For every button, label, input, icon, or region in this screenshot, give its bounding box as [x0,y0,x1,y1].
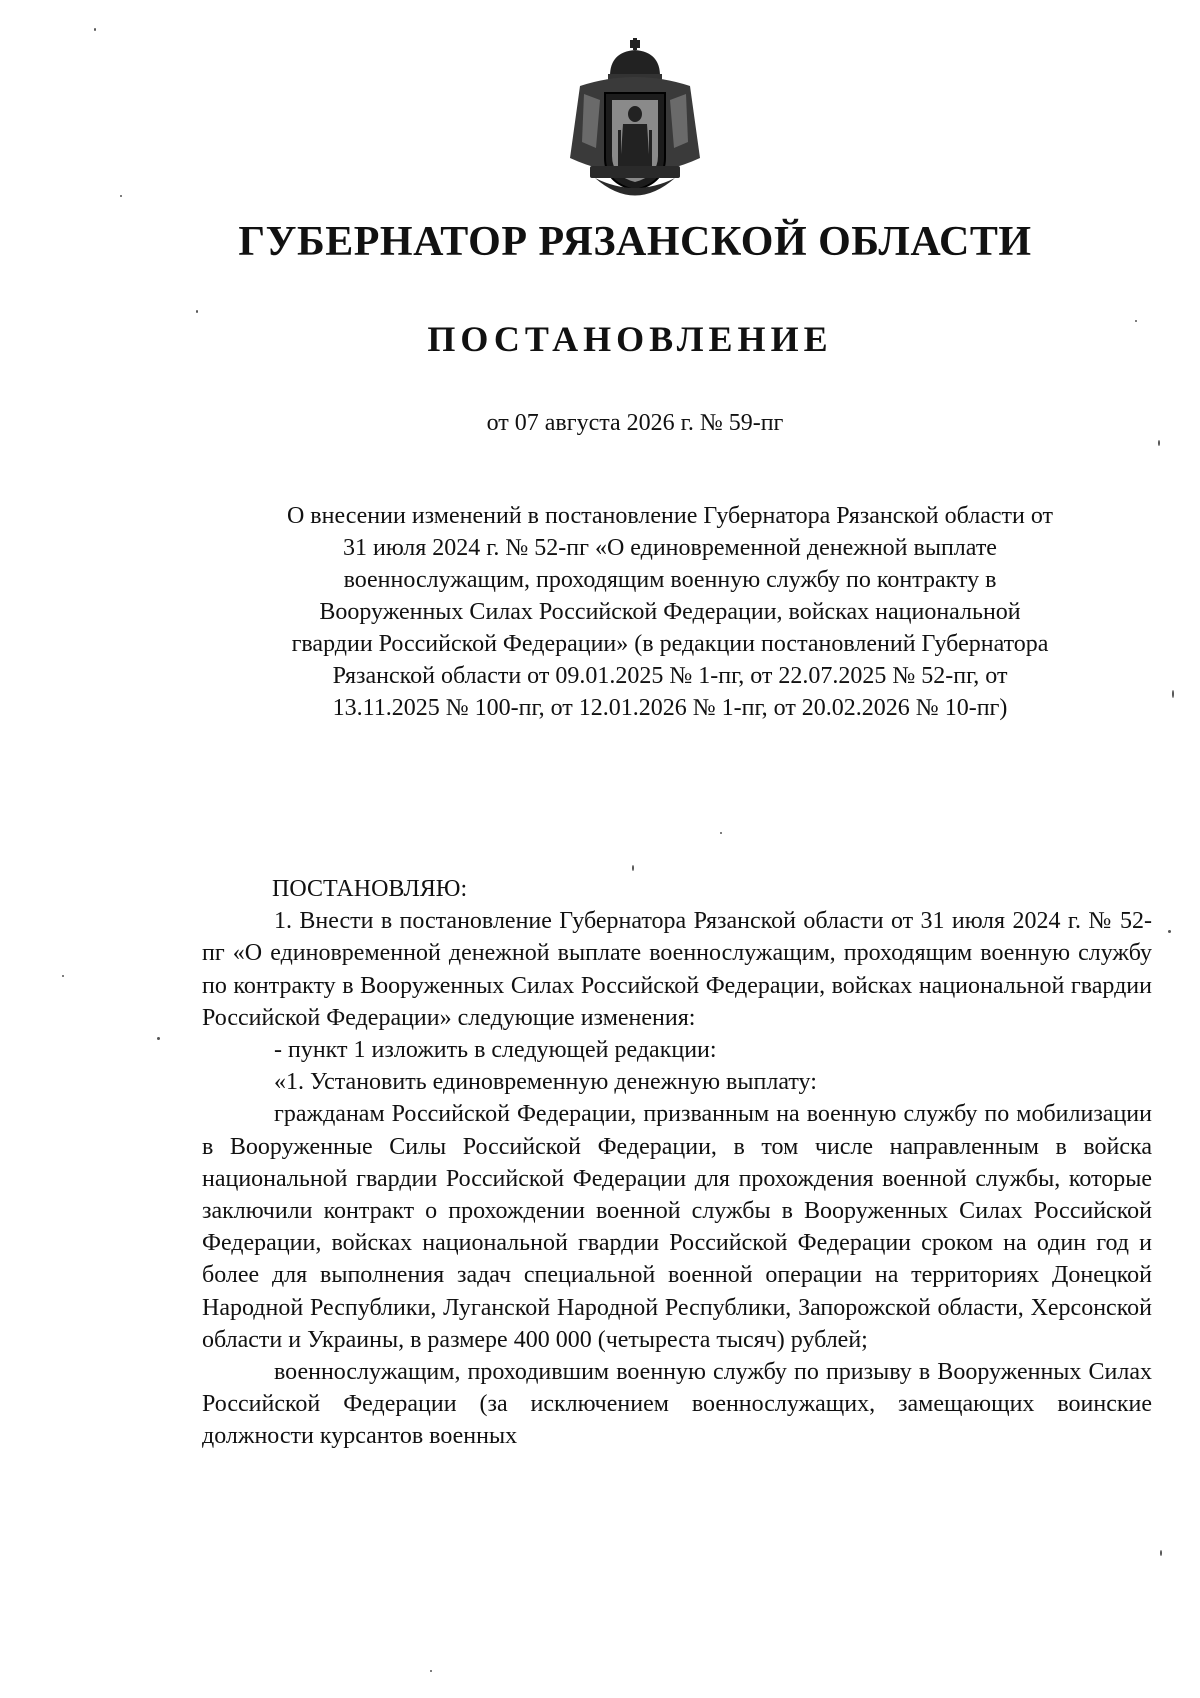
issuer-title: ГУБЕРНАТОР РЯЗАНСКОЙ ОБЛАСТИ [238,219,1032,265]
document-type: ПОСТАНОВЛЕНИЕ [427,319,833,359]
scan-speck [1168,930,1171,933]
scan-speck [120,195,122,197]
body-paragraph: - пункт 1 изложить в следующей редакции: [274,1037,717,1064]
scan-speck [196,310,198,313]
scan-speck [62,975,64,977]
decree-heading: ПОСТАНОВЛЯЮ: [272,876,468,902]
scan-speck [430,1670,432,1672]
scan-speck [1160,1550,1162,1556]
body-paragraph: «1. Установить единовременную денежную выплату: [274,1069,817,1096]
document-subject: О внесении изменений в постановление Губернатора Рязанской области от 31 июля 2024 г. № 52-пг «О единовременной денежной выплате военнослужащим, проходящим военную службу по контракту в Вооруженных Силах Российской Федерации, войсках национальной гвардии Российской Федерации» (в редакции постановлений Губернатора Рязанской области от 09.01.2025 № 1-пг, от 22.07.2025 № 52-пг, от 13.11.2025 № 100-пг, от 12.01.2026 № 1-пг, от 20.02.2026 № 10-пг) [286,503,1054,721]
scan-speck [720,832,722,834]
scan-speck [1172,690,1174,698]
scan-speck [157,1037,160,1040]
document-date-number: от 07 августа 2026 г. № 59-пг [486,410,784,436]
coat-of-arms-icon [560,38,710,218]
scan-speck [632,865,634,871]
body-paragraph: военнослужащим, проходившим военную службу по призыву в Вооруженных Силах Российской Федерации (за исключением военнослужащих, замещающих воинские должности курсантов военных [202,1359,1152,1450]
scan-speck [1158,440,1160,446]
document-body [202,873,1152,1453]
body-paragraph: гражданам Российской Федерации, призванным на военную службу по мобилизации в Вооруженные Силы Российской Федерации, в том числе направленным в войска национальной гвардии Российской Федерации для прохождения военной службы, которые заключили контракт о прохождении военной службы в Вооруженных Силах Российской Федерации, войсках национальной гвардии Российской Федерации сроком на один год и более для выполнения задач специальной военной операции на территориях Донецкой Народной Республики, Луганской Народной Республики, Запорожской области, Херсонской области и Украины, в размере 400 000 (четыреста тысяч) рублей; [202,1101,1152,1353]
scan-speck [94,28,96,31]
body-paragraph: 1. Внести в постановление Губернатора Рязанской области от 31 июля 2024 г. № 52-пг «О единовременной денежной выплате военнослужащим, проходящим военную службу по контракту в Вооруженных Силах Российской Федерации, войсках национальной гвардии Российской Федерации» следующие изменения: [202,908,1152,1031]
